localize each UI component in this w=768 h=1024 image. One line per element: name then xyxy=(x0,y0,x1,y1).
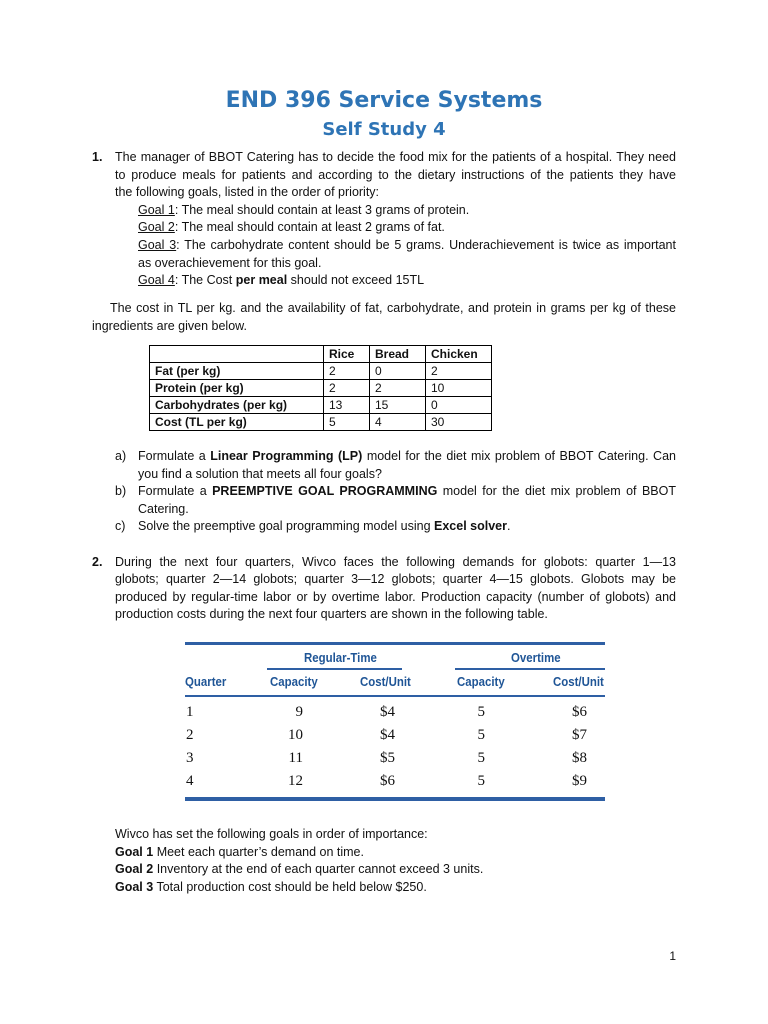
part-a-label: a) xyxy=(115,449,127,463)
wivco-goal-3 xyxy=(115,879,427,897)
table-cell: 2 xyxy=(324,363,370,380)
table-cell: 0 xyxy=(370,363,426,380)
part-emphasis: PREEMPTIVE GOAL PROGRAMMING xyxy=(212,484,438,499)
goal-label: Goal 3 xyxy=(138,238,177,252)
table-cell: 4 xyxy=(370,414,426,431)
table-row xyxy=(150,380,492,397)
document-subtitle: Self Study 4 xyxy=(322,119,446,140)
table-header-row xyxy=(150,346,492,363)
regular-capacity-cell: 11 xyxy=(288,750,303,766)
overtime-cost-cell: $8 xyxy=(572,750,587,766)
regular-capacity-cell: 9 xyxy=(295,704,303,720)
q1-cost-intro-line-2: ingredients are given below. xyxy=(92,318,247,333)
table-cell: 0 xyxy=(426,397,492,414)
table-bottom-rule xyxy=(185,797,605,801)
wivco-goal-1 xyxy=(115,844,364,862)
goal-label: Goal 2 xyxy=(138,220,175,235)
quarter-cell: 3 xyxy=(186,750,194,766)
goal-emphasis: per meal xyxy=(235,273,288,288)
q1-intro-line-1: The manager of BBOT Catering has to decide the food mix for the patients of a hospital. They need xyxy=(115,150,676,164)
part-emphasis: Excel solver xyxy=(434,519,507,534)
part-b-label: b) xyxy=(115,484,127,499)
goal-label: Goal 4 xyxy=(138,273,175,288)
regular-cost-cell: $5 xyxy=(380,750,395,766)
regular-capacity-cell: 12 xyxy=(288,773,303,789)
goal-text: : The meal should contain at least 2 grams of fat. xyxy=(174,220,445,235)
q2-intro-line-1: During the next four quarters, Wivco faces the following demands for globots: quarter 1—13 xyxy=(115,554,676,569)
q1-goal-3 xyxy=(138,237,676,255)
table-cell: 15 xyxy=(370,397,426,414)
ingredients-table xyxy=(149,345,492,431)
goal-text-tail: should not exceed 15TL xyxy=(287,273,425,288)
part-emphasis: Linear Programming (LP) xyxy=(210,449,363,463)
header-cell: Bread xyxy=(370,346,426,363)
part-text: Formulate a xyxy=(138,449,211,463)
table-cell: 2 xyxy=(370,380,426,397)
table-cell: 2 xyxy=(426,363,492,380)
part-text: model for the diet mix problem of BBOT xyxy=(437,484,676,499)
regular-cost-cell: $4 xyxy=(380,727,395,743)
goal-text: Meet each quarter’s demand on time. xyxy=(153,844,364,859)
question-2-number: 2. xyxy=(92,554,103,569)
goal-label: Goal 1 xyxy=(138,202,175,217)
overtime-header: Overtime xyxy=(511,650,561,665)
part-b-line-1 xyxy=(138,483,676,501)
header-cell xyxy=(150,346,324,363)
table-row xyxy=(150,414,492,431)
q1-goal-4 xyxy=(138,272,424,290)
table-cell: 5 xyxy=(324,414,370,431)
overtime-capacity-cell: 5 xyxy=(477,704,485,720)
part-text: model for the diet mix problem of BBOT Catering. Can xyxy=(362,449,676,463)
overtime-capacity-cell: 5 xyxy=(477,773,485,789)
regular-capacity-cell: 10 xyxy=(288,727,303,743)
overtime-capacity-cell: 5 xyxy=(477,750,485,766)
regular-time-rule xyxy=(267,668,402,670)
table-cell: 2 xyxy=(324,380,370,397)
goal-text: : The Cost xyxy=(174,273,236,288)
page-number: 1 xyxy=(669,949,676,963)
wivco-goals-intro: Wivco has set the following goals in order of importance: xyxy=(115,827,428,841)
regular-cost-cell: $4 xyxy=(380,704,395,720)
header-cell: Chicken xyxy=(426,346,492,363)
row-label: Cost (TL per kg) xyxy=(150,414,324,431)
goal-text: Total production cost should be held below $250. xyxy=(153,879,427,894)
goal-label: Goal 2 xyxy=(115,862,154,877)
part-c-line-1 xyxy=(138,518,510,536)
question-1-number: 1. xyxy=(92,150,103,164)
table-row xyxy=(150,363,492,380)
document-title: END 396 Service Systems xyxy=(225,88,543,113)
q1-goal-1 xyxy=(138,202,469,220)
regular-cost-cell: $6 xyxy=(380,773,395,789)
header-cell: Rice xyxy=(324,346,370,363)
row-label: Fat (per kg) xyxy=(150,363,324,380)
part-a-line-1 xyxy=(138,448,676,466)
table-cell: 13 xyxy=(324,397,370,414)
goal-label: Goal 1 xyxy=(115,844,154,859)
q1-intro-line-2: to produce meals for patients and according to the dietary instructions of the patients they have xyxy=(115,167,676,182)
q2-intro-line-4: production costs during the next four quarters are shown in the following table. xyxy=(115,607,548,622)
overtime-rule xyxy=(455,668,605,670)
quarter-cell: 2 xyxy=(186,727,194,743)
q1-cost-intro-line-1: The cost in TL per kg. and the availability of fat, carbohydrate, and protein in grams per kg of these xyxy=(110,301,676,315)
goal-text: Inventory at the end of each quarter cannot exceed 3 units. xyxy=(153,862,484,877)
goal-text: : The carbohydrate content should be 5 grams. Underachievement is twice as important xyxy=(176,238,676,252)
part-text: Formulate a xyxy=(138,484,213,499)
production-table xyxy=(185,642,605,802)
q1-goal-2 xyxy=(138,219,445,237)
quarter-column-header: Quarter xyxy=(185,674,227,689)
part-b-line-2: Catering. xyxy=(138,501,189,516)
q2-intro-line-3: produced by regular-time labor or by overtime labor. Production capacity (number of globots) and xyxy=(115,589,676,604)
overtime-cost-cell: $7 xyxy=(572,727,587,743)
row-label: Carbohydrates (per kg) xyxy=(150,397,324,414)
table-cell: 10 xyxy=(426,380,492,397)
regular-cost-header: Cost/Unit xyxy=(360,674,411,689)
table-cell: 30 xyxy=(426,414,492,431)
q1-intro-line-3: the following goals, listed in the order of priority: xyxy=(115,185,380,200)
quarter-cell: 4 xyxy=(186,773,194,789)
part-a-line-2: you find a solution that meets all four goals? xyxy=(138,466,382,481)
quarter-cell: 1 xyxy=(186,704,194,720)
wivco-goal-2 xyxy=(115,861,483,879)
overtime-cost-header: Cost/Unit xyxy=(553,674,604,689)
q2-intro-line-2: globots; quarter 2—14 globots; quarter 3—12 globots; quarter 4—15 globots. Globots may be xyxy=(115,572,676,587)
overtime-capacity-cell: 5 xyxy=(477,727,485,743)
part-c-label: c) xyxy=(115,519,126,534)
part-text: . xyxy=(506,519,511,534)
overtime-capacity-header: Capacity xyxy=(457,674,505,689)
goal-label: Goal 3 xyxy=(115,879,154,894)
header-bottom-rule xyxy=(185,695,605,697)
q1-goal-3-continued: as overachievement for this goal. xyxy=(138,255,322,270)
table-top-rule xyxy=(185,642,605,645)
regular-capacity-header: Capacity xyxy=(270,674,318,689)
table-row xyxy=(150,397,492,414)
overtime-cost-cell: $6 xyxy=(572,704,587,720)
part-text: Solve the preemptive goal programming model using xyxy=(138,519,434,534)
regular-time-header: Regular-Time xyxy=(304,650,377,665)
goal-text: : The meal should contain at least 3 grams of protein. xyxy=(174,202,470,217)
overtime-cost-cell: $9 xyxy=(572,773,587,789)
row-label: Protein (per kg) xyxy=(150,380,324,397)
